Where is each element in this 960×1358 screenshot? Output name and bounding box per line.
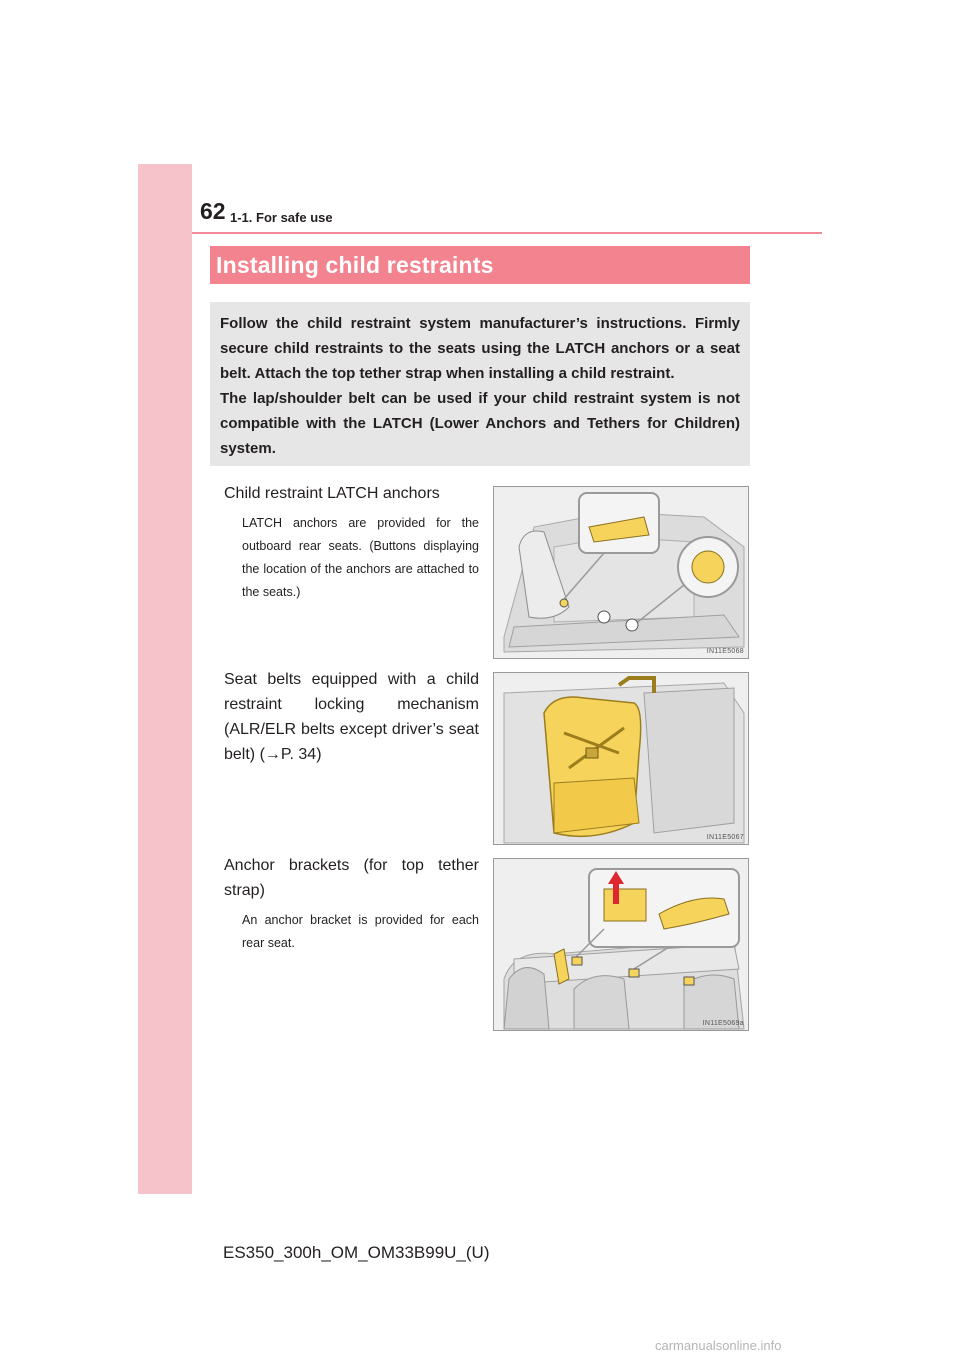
page-title: Installing child restraints — [216, 251, 494, 278]
intro-box — [210, 302, 750, 466]
intro-paragraph-2: The lap/shoulder belt can be used if your child restraint system is not compatible with the LATCH (Lower Anchors and Tethers for Children) system. — [220, 390, 740, 457]
seat-belt-illustration — [494, 673, 749, 845]
latch-anchors-illustration — [494, 487, 749, 659]
figure-code-1: IN11E5068 — [706, 648, 744, 655]
figure-anchor-brackets — [493, 858, 749, 1031]
item-desc-anchor-brackets: An anchor bracket is provided for each rear seat. — [242, 913, 479, 950]
document-code: ES350_300h_OM_OM33B99U_(U) — [223, 1243, 490, 1262]
item-desc-latch-anchors: LATCH anchors are provided for the outboard rear seats. (Buttons displaying the location of the anchors are attached to the seats.) — [242, 516, 479, 599]
page-number: 62 — [200, 198, 226, 224]
watermark: carmanualsonline.info — [655, 1338, 782, 1353]
intro-paragraph-1: Follow the child restraint system manufacturer’s instructions. Firmly secure child restraints to the seats using the LATCH anchors or a seat belt. Attach the top tether strap when installing a child restraint. — [220, 315, 740, 382]
header-rule — [192, 232, 822, 234]
anchor-bracket-illustration — [494, 859, 749, 1031]
figure-code-3: IN11E5069a — [702, 1020, 744, 1027]
section-label: 1-1. For safe use — [230, 210, 333, 225]
section-title-bar — [210, 246, 750, 284]
figure-code-2: IN11E5067 — [706, 834, 744, 841]
figure-seat-belts — [493, 672, 749, 845]
figure-latch-anchors — [493, 486, 749, 659]
item-title-anchor-brackets: Anchor brackets (for top tether strap) — [224, 857, 479, 899]
item-title-seat-belts: Seat belts equipped with a child restraint locking mechanism (ALR/ELR belts except driver’s seat belt) (→P. 34) — [224, 671, 479, 763]
side-tab-band — [138, 164, 192, 1194]
item-title-latch-anchors: Child restraint LATCH anchors — [224, 485, 440, 502]
